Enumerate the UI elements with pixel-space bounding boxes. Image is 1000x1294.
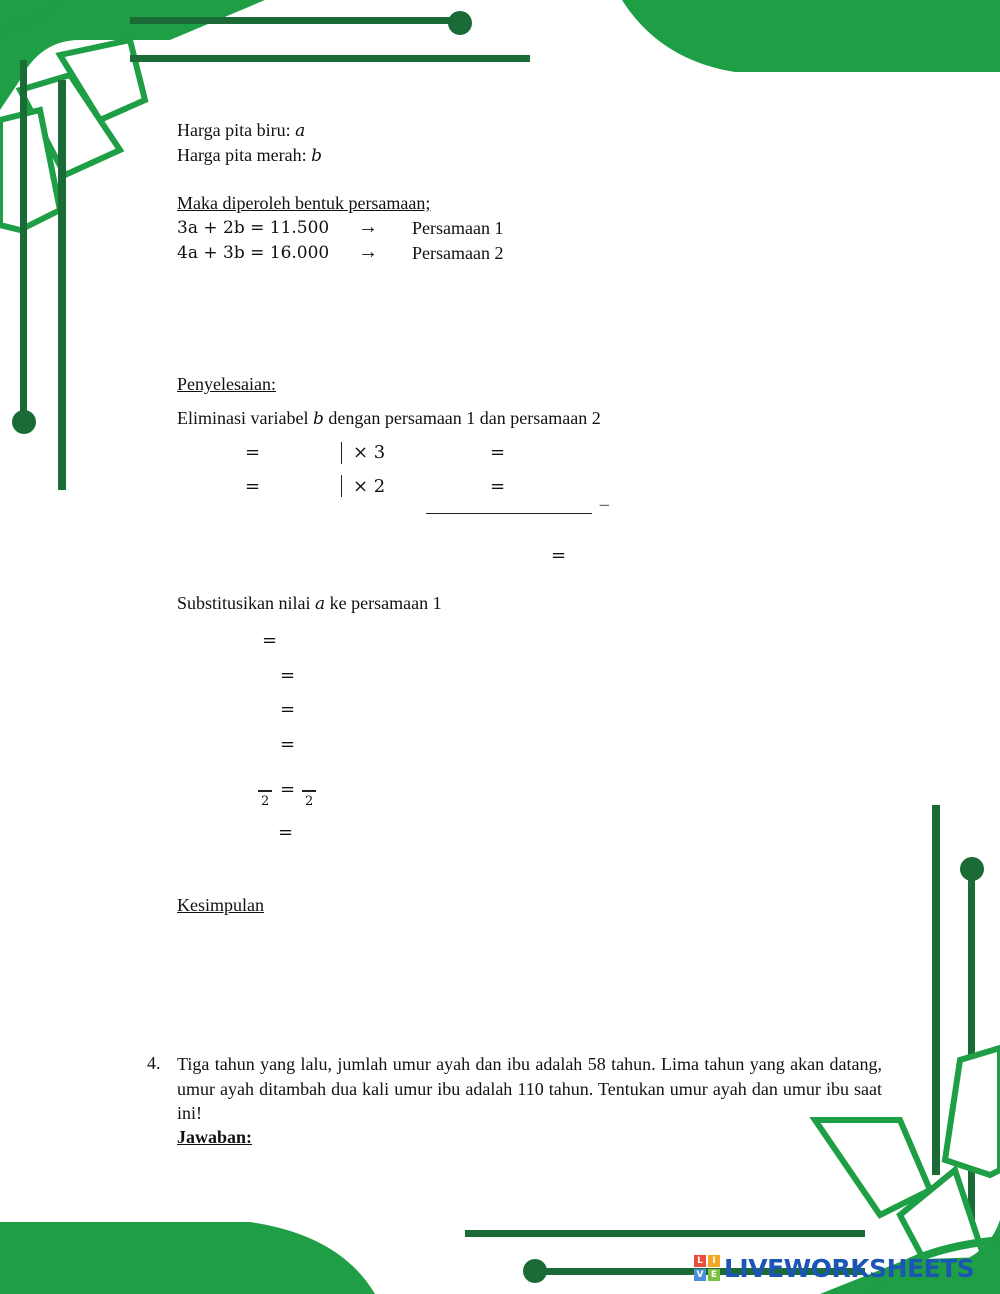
solution-heading: Penyelesaian: xyxy=(177,374,276,394)
substitution-instruction xyxy=(177,592,442,615)
fraction-bar xyxy=(302,790,316,792)
multiplier-2: × 2 xyxy=(353,476,386,497)
conclusion-heading: Kesimpulan xyxy=(177,895,264,915)
logo-tile: L xyxy=(694,1255,706,1267)
minus-sign: − xyxy=(598,496,611,514)
equation-2-label: Persamaan 2 xyxy=(412,243,504,263)
logo-tile: V xyxy=(694,1269,706,1281)
arrow-icon: → xyxy=(358,241,378,263)
red-ribbon-variable: b xyxy=(311,146,323,166)
bottom-right-ornament xyxy=(465,805,1000,1294)
equals-sign: = xyxy=(280,734,296,755)
elimination-variable: b xyxy=(312,409,324,429)
equals-sign: = xyxy=(280,699,296,720)
equation-1-label: Persamaan 1 xyxy=(412,218,504,238)
fraction-bar xyxy=(258,790,272,792)
equals-sign: = xyxy=(280,779,296,800)
question-text: Tiga tahun yang lalu, jumlah umur ayah dan ibu adalah 58 tahun. Lima tahun yang akan datang, umur ayah ditambah dua kali umur ibu adalah 110 tahun. Tentukan umur ayah dan umur ibu saat ini! xyxy=(177,1054,882,1123)
equals-sign: = xyxy=(262,630,278,651)
question-number: 4. xyxy=(147,1053,161,1073)
substitution-suffix: ke persamaan 1 xyxy=(329,593,442,613)
logo-text: LIVEWORKSHEETS xyxy=(724,1253,975,1283)
substitution-prefix: Substitusikan nilai xyxy=(177,593,311,613)
red-ribbon-price-line xyxy=(177,144,322,167)
liveworksheets-logo xyxy=(694,1253,974,1283)
elimination-suffix: dengan persamaan 1 dan persamaan 2 xyxy=(328,408,601,428)
equation-1: 3a + 2b = 11.500 xyxy=(177,218,330,238)
equals-sign: = xyxy=(551,545,567,566)
logo-tiles xyxy=(694,1255,720,1281)
equals-sign: = xyxy=(490,442,506,463)
logo-tile: I xyxy=(708,1255,720,1267)
equals-sign: = xyxy=(245,442,261,463)
blue-ribbon-variable: a xyxy=(295,121,306,141)
logo-tile: E xyxy=(708,1269,720,1281)
substitution-variable: a xyxy=(315,594,326,614)
blue-ribbon-label: Harga pita biru: xyxy=(177,120,291,140)
equations-heading: Maka diperoleh bentuk persamaan; xyxy=(177,193,431,213)
top-right-ornament xyxy=(622,0,1000,72)
equals-sign: = xyxy=(278,822,294,843)
red-ribbon-label: Harga pita merah: xyxy=(177,145,307,165)
subtraction-line xyxy=(426,513,592,514)
bottom-left-ornament xyxy=(0,1222,375,1294)
divider-bar xyxy=(341,475,342,497)
elimination-prefix: Eliminasi variabel xyxy=(177,408,309,428)
fraction-denominator: 2 xyxy=(305,794,314,809)
divider-bar xyxy=(341,442,342,464)
equals-sign: = xyxy=(280,665,296,686)
answer-label: Jawaban: xyxy=(177,1127,253,1147)
equals-sign: = xyxy=(490,476,506,497)
equals-sign: = xyxy=(245,476,261,497)
fraction-denominator: 2 xyxy=(261,794,270,809)
blue-ribbon-price-line xyxy=(177,119,305,142)
arrow-icon: → xyxy=(358,216,378,238)
elimination-instruction xyxy=(177,407,601,430)
equation-2: 4a + 3b = 16.000 xyxy=(177,243,330,263)
multiplier-3: × 3 xyxy=(353,442,386,463)
